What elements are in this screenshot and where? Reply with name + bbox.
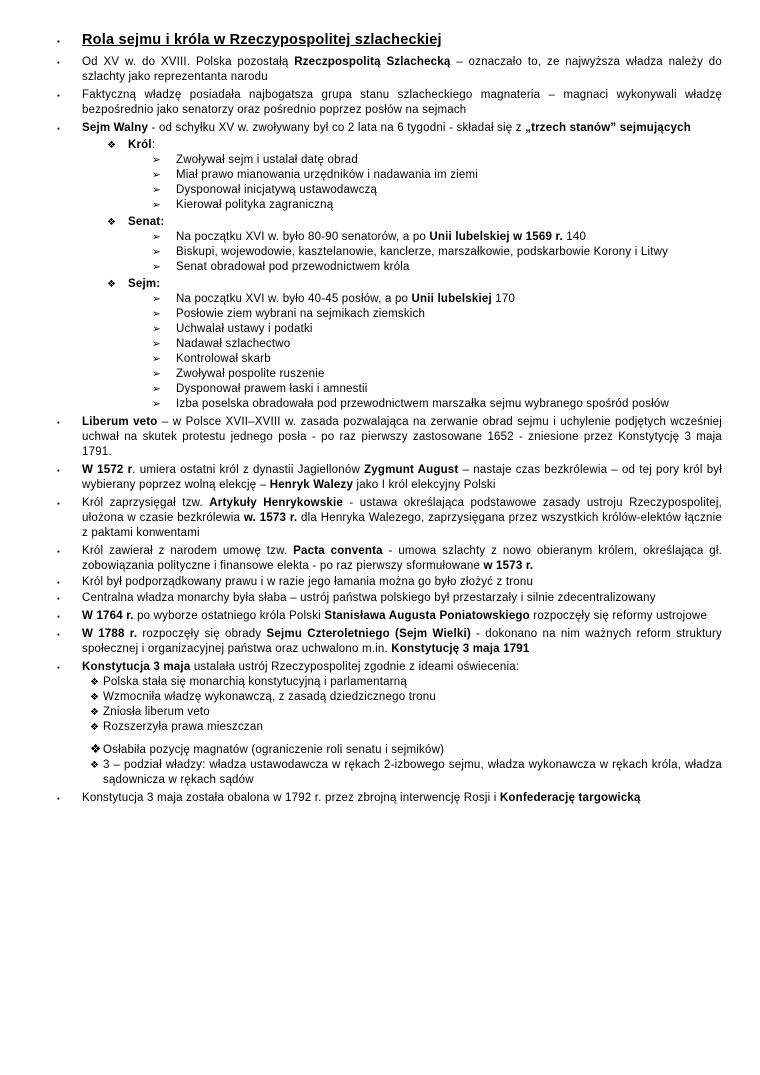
text-segment: Na początku XVI w. było 40-45 posłów, a po (176, 293, 412, 305)
square-bullet-icon: ▪ (57, 594, 60, 603)
square-bullet-icon: ▪ (57, 58, 60, 67)
text-segment: po wyborze ostatniego króla Polski (133, 610, 325, 622)
text-segment: Nadawał szlachectwo (176, 338, 291, 350)
text-segment: Biskupi, wojewodowie, kasztelanowie, kanclerze, marszałkowie, podskarbowie Korony i Litwy (176, 246, 669, 258)
bullet-item (57, 544, 722, 574)
bullet-item (152, 153, 722, 168)
bullet-item (57, 627, 722, 657)
text-segment: Konstytucja 3 maja (82, 661, 191, 673)
bullet-item (90, 675, 722, 690)
bullet-item (90, 690, 722, 705)
text-segment: Senat obradował pod przewodnictwem króla (176, 261, 410, 273)
diamond-bullet-icon: ❖ (90, 742, 102, 756)
item-text (103, 720, 722, 735)
arrow-bullet-icon: ➢ (152, 154, 161, 166)
text-segment: Król zawierał z narodem umowę tzw. (82, 545, 294, 557)
arrow-bullet-icon: ➢ (152, 383, 161, 395)
bullet-item (57, 591, 722, 606)
text-segment: – oznaczało to, ze najwyższa władza należy do szlachty jako reprezentanta narodu (82, 56, 722, 83)
bullet-item (57, 121, 722, 136)
bullet-item (152, 230, 722, 245)
bullet-item (152, 337, 722, 352)
bullet-item (90, 720, 722, 735)
item-text (176, 245, 722, 260)
item-text (103, 690, 722, 705)
item-text (176, 153, 722, 168)
item-text (82, 627, 722, 657)
text-segment: Unii lubelskiej (411, 293, 492, 305)
arrow-bullet-icon: ➢ (152, 323, 161, 335)
text-segment: w. 1573 r. (243, 512, 298, 524)
square-bullet-icon: ▪ (57, 630, 60, 639)
text-segment: Zygmunt August (364, 464, 459, 476)
text-segment: – w Polsce XVII–XVIII w. zasada pozwalająca na zerwanie obrad sejmu i uchylenie podjętych wcześniej uchwał na skutek protestu jednego posła - po raz pierwszy zastosowane 1652 - zniesione przez Konstytycję 3 maja 1791. (82, 416, 723, 458)
arrow-bullet-icon: ➢ (152, 246, 161, 258)
text-segment: 3 – podział władzy: władza ustawodawcza w rękach 2-izbowego sejmu, władza wykonawcza w rękach króla, władza sądownicza w rękach sądów (103, 759, 722, 786)
bullet-item (57, 791, 722, 806)
arrow-bullet-icon: ➢ (152, 184, 161, 196)
text-segment: Senat: (128, 216, 165, 228)
bullet-item (57, 660, 722, 675)
text-segment: : (151, 139, 156, 151)
item-text (82, 591, 722, 606)
text-segment: Miał prawo mianowania urzędników i nadawania im ziemi (176, 169, 479, 181)
text-segment: Sejm Walny (82, 122, 149, 134)
square-bullet-icon: ▪ (57, 91, 60, 100)
bullet-item (152, 382, 722, 397)
bullet-item (152, 245, 722, 260)
item-text (82, 544, 722, 574)
text-segment: - ustawa określająca podstawowe zasady ustroju Rzeczypospolitej, ułożona w czasie bezkrólewia (82, 497, 722, 524)
text-segment: Faktyczną władzę posiadała najbogatsza grupa stanu szlacheckiego magnateria – magnaci wykonywali władzę bezpośrednio jako senatorzy oraz pośrednio poprzez posłów na sejmach (82, 89, 722, 116)
item-text (82, 660, 722, 675)
arrow-bullet-icon: ➢ (152, 338, 161, 350)
diamond-bullet-icon: ❖ (107, 140, 117, 151)
text-segment: Konstytucja 3 maja została obalona w 1792 r. przez zbrojną interwencję Rosji i (82, 792, 500, 804)
text-segment: Sejm: (128, 278, 161, 290)
square-bullet-icon: ▪ (57, 418, 60, 427)
bullet-item (152, 322, 722, 337)
bullet-item (57, 496, 722, 541)
bullet-item (152, 367, 722, 382)
text-segment: Artykuły Henrykowskie (209, 497, 344, 509)
bullet-item (152, 292, 722, 307)
text-segment: jako I król elekcyjny Polski (353, 479, 496, 491)
item-text (82, 55, 722, 85)
text-segment: Unii lubelskiej w 1569 r. (429, 231, 563, 243)
text-segment: 140 (562, 231, 587, 243)
text-segment: Pacta conventa (293, 545, 383, 557)
text-segment: Kierował polityka zagraniczną (176, 199, 334, 211)
diamond-bullet-icon: ❖ (107, 217, 117, 228)
item-text (176, 382, 722, 397)
arrow-bullet-icon: ➢ (152, 231, 161, 243)
item-text (176, 183, 722, 198)
item-text (176, 230, 722, 245)
text-segment: Konstytucję 3 maja 1791 (391, 643, 530, 655)
square-bullet-icon: ▪ (57, 794, 60, 803)
bullet-item (152, 183, 722, 198)
item-text (176, 322, 722, 337)
square-bullet-icon: ▪ (57, 578, 60, 587)
text-segment: Zwoływał sejm i ustalał datę obrad (176, 154, 358, 166)
text-segment: Posłowie ziem wybrani na sejmikach ziemskich (176, 308, 426, 320)
bullet-item (90, 705, 722, 720)
diamond-bullet-icon: ❖ (90, 677, 100, 688)
item-text (176, 292, 722, 307)
text-segment: Henryk Walezy (269, 479, 354, 491)
text-segment: Konfederację targowicką (499, 792, 641, 804)
square-bullet-icon: ▪ (57, 466, 60, 475)
square-bullet-icon: ▪ (57, 612, 60, 621)
bullet-item (152, 168, 722, 183)
text-segment: - umowa szlachty z nowo obieranym królem, określająca gł. zobowiązania polityczne i finansowe elekta - po raz pierwszy sformułowane (82, 545, 722, 572)
square-bullet-icon: ▪ (57, 547, 60, 556)
item-text (82, 88, 722, 118)
arrow-bullet-icon: ➢ (152, 308, 161, 320)
square-bullet-icon: ▪ (57, 499, 60, 508)
text-segment: W 1764 r. (82, 610, 134, 622)
item-text (103, 758, 722, 788)
item-text (82, 609, 722, 624)
text-segment: Centralna władza monarchy była słaba – ustrój państwa polskiego był przestarzały i silnie zdecentralizowany (82, 592, 656, 604)
text-segment: W 1572 r (82, 464, 133, 476)
text-segment: Liberum veto (82, 416, 158, 428)
text-segment: - od schyłku XV w. zwoływany był co 2 lata na 6 tygodni - składał się z (148, 122, 526, 134)
text-segment: Sejmu Czteroletniego (Sejm Wielki) (266, 628, 471, 640)
text-segment: 170 (491, 293, 516, 305)
item-text (82, 575, 722, 590)
text-segment: Polska stała się monarchią konstytucyjną i parlamentarną (103, 676, 407, 688)
item-text (82, 496, 722, 541)
text-segment: Zniosła liberum veto (103, 706, 210, 718)
item-text (176, 337, 722, 352)
text-segment: Uchwalał ustawy i podatki (176, 323, 313, 335)
text-segment: Osłabiła pozycję magnatów (ograniczenie roli senatu i sejmików) (103, 744, 445, 756)
arrow-bullet-icon: ➢ (152, 169, 161, 181)
text-segment: „trzech stanów” sejmujących (525, 122, 691, 134)
text-segment: Dysponował inicjatywą ustawodawczą (176, 184, 378, 196)
text-segment: Kontrolował skarb (176, 353, 271, 365)
item-text (128, 215, 722, 230)
document-heading (57, 31, 722, 51)
text-segment: . umiera ostatni król z dynastii Jagiellonów (132, 464, 365, 476)
bullet-item (107, 215, 722, 230)
text-segment: rozpoczęły się reformy ustrojowe (529, 610, 708, 622)
bullet-item (152, 397, 722, 412)
square-bullet-icon: ▪ (57, 124, 60, 133)
bullet-item (57, 415, 722, 460)
arrow-bullet-icon: ➢ (152, 368, 161, 380)
text-segment: Król zaprzysięgał tzw. (82, 497, 210, 509)
bullet-item (57, 88, 722, 118)
bullet-item (152, 198, 722, 213)
arrow-bullet-icon: ➢ (152, 293, 161, 305)
text-segment: rozpoczęły się obrady (137, 628, 267, 640)
arrow-bullet-icon: ➢ (152, 199, 161, 211)
text-segment: W 1788 r. (82, 628, 138, 640)
diamond-bullet-icon: ❖ (107, 279, 117, 290)
text-segment: Izba poselska obradowała pod przewodnictwem marszałka sejmu wybranego spośród posłów (176, 398, 670, 410)
text-segment: Król (128, 139, 152, 151)
bullet-item (57, 55, 722, 85)
item-text (176, 367, 722, 382)
item-text (82, 463, 722, 493)
item-text (176, 397, 722, 412)
item-text (82, 791, 722, 806)
text-segment: ustalała ustrój Rzeczypospolitej zgodnie z ideami oświecenia: (190, 661, 520, 673)
item-text (128, 138, 722, 153)
diamond-bullet-icon: ❖ (90, 692, 100, 703)
item-text (103, 705, 722, 720)
document-body (0, 31, 722, 806)
bullet-item (152, 352, 722, 367)
item-text (176, 260, 722, 275)
square-bullet-icon: ▪ (57, 663, 60, 672)
text-segment: – nastaje czas bezkrólewia – od tej pory król był wybierany poprzez wolną elekcję – (82, 464, 722, 491)
bullet-item (57, 575, 722, 590)
item-text (176, 198, 722, 213)
item-text (103, 743, 722, 758)
item-text (82, 415, 722, 460)
text-segment: Zwoływał pospolite ruszenie (176, 368, 325, 380)
bullet-item (107, 277, 722, 292)
text-segment: dla Henryka Walezego, zaprzysięgana przez wszystkich królów-elektów łącznie z paktami konwentami (82, 512, 722, 539)
item-text (103, 675, 722, 690)
diamond-bullet-icon: ❖ (90, 760, 100, 771)
item-text (176, 168, 722, 183)
text-segment: Wzmocniła władzę wykonawczą, z zasadą dziedzicznego tronu (103, 691, 436, 703)
bullet-item (152, 307, 722, 322)
text-segment: Stanisława Augusta Poniatowskiego (324, 610, 530, 622)
text-segment: Dysponował prawem łaski i amnestii (176, 383, 368, 395)
diamond-bullet-icon: ❖ (90, 722, 100, 733)
item-text (128, 277, 722, 292)
item-text (176, 352, 722, 367)
bullet-item (90, 758, 722, 788)
bullet-item (57, 463, 722, 493)
item-text (82, 121, 722, 136)
item-text (176, 307, 722, 322)
bullet-item (152, 260, 722, 275)
text-segment: Na początku XVI w. było 80-90 senatorów, a po (176, 231, 430, 243)
text-segment: w 1573 r. (483, 560, 534, 572)
arrow-bullet-icon: ➢ (152, 261, 161, 273)
text-segment: Rozszerzyła prawa mieszczan (103, 721, 264, 733)
bullet-item (107, 138, 722, 153)
arrow-bullet-icon: ➢ (152, 398, 161, 410)
bullet-item (90, 742, 722, 758)
diamond-bullet-icon: ❖ (90, 707, 100, 718)
text-segment: Rola sejmu i króla w Rzeczypospolitej szlacheckiej (82, 32, 442, 48)
text-segment: - dokonano na nim ważnych reform struktury społecznej i organizacyjnej państwa oraz uchwalono m.in. (82, 628, 722, 655)
square-bullet-icon: ▪ (57, 37, 61, 46)
arrow-bullet-icon: ➢ (152, 353, 161, 365)
heading-text (82, 31, 722, 50)
text-segment: Król był podporządkowany prawu i w razie jego łamania można go było złożyć z tronu (82, 576, 534, 588)
bullet-item (57, 609, 722, 624)
text-segment: Rzeczpospolitą Szlachecką (294, 56, 451, 68)
text-segment: Od XV w. do XVIII. Polska pozostałą (82, 56, 295, 68)
